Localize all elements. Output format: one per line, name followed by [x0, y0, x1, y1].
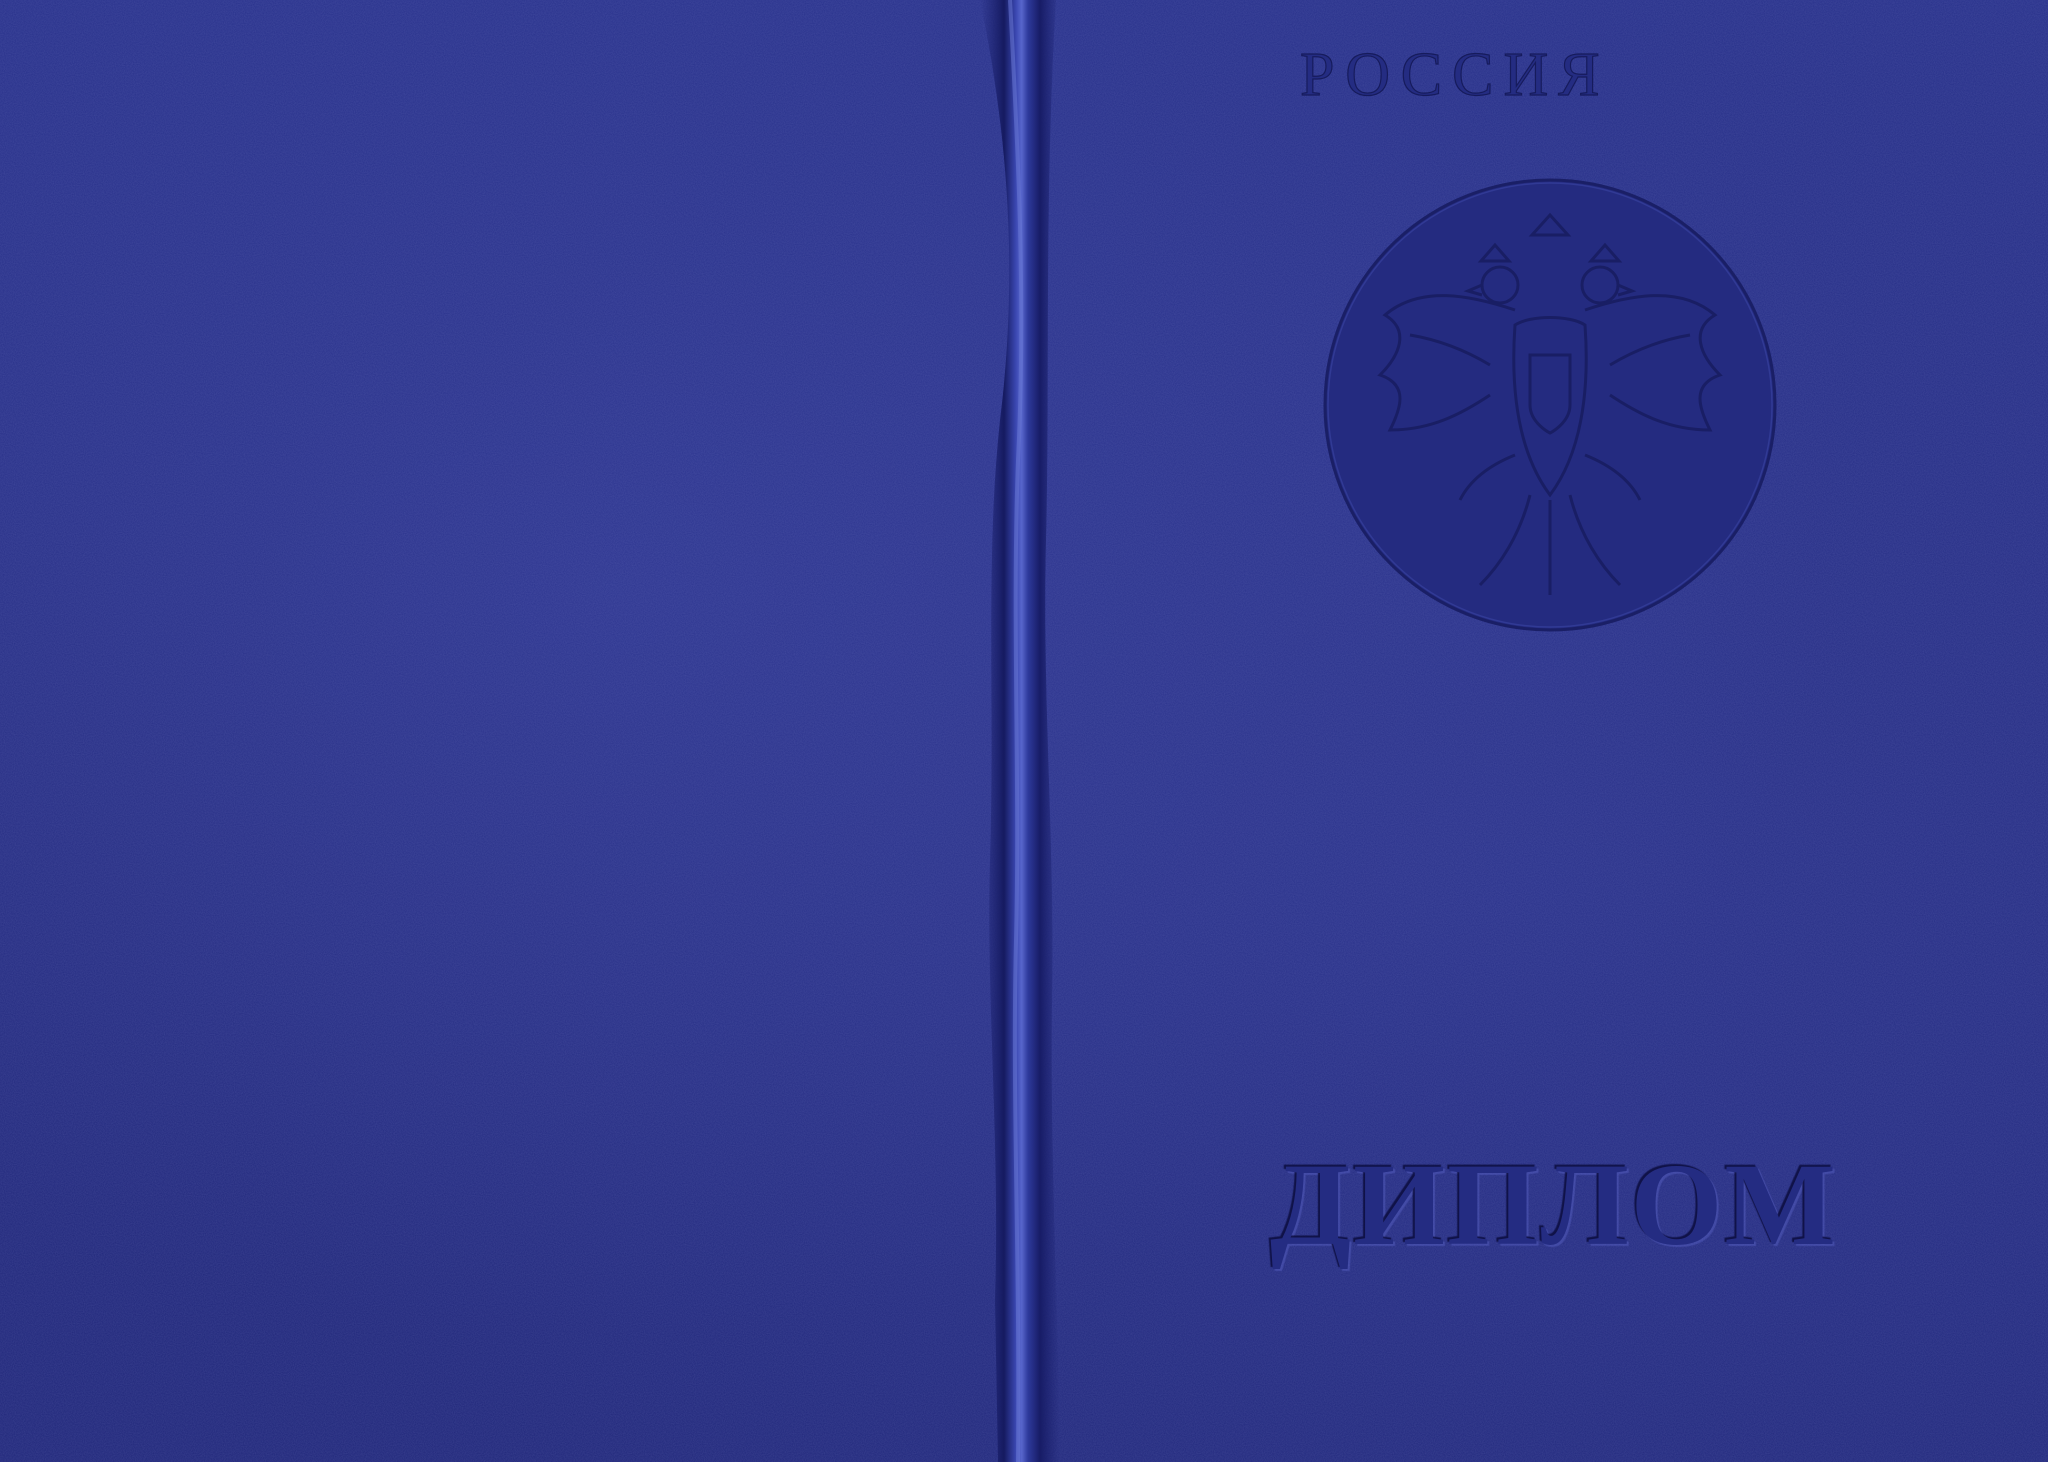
diploma-title: ДИПЛОМ — [1270, 1139, 1838, 1270]
seal-text: РОССИЯ — [1300, 41, 1610, 109]
embossed-seal — [1300, 41, 1800, 655]
left-cover-panel — [0, 0, 990, 1462]
